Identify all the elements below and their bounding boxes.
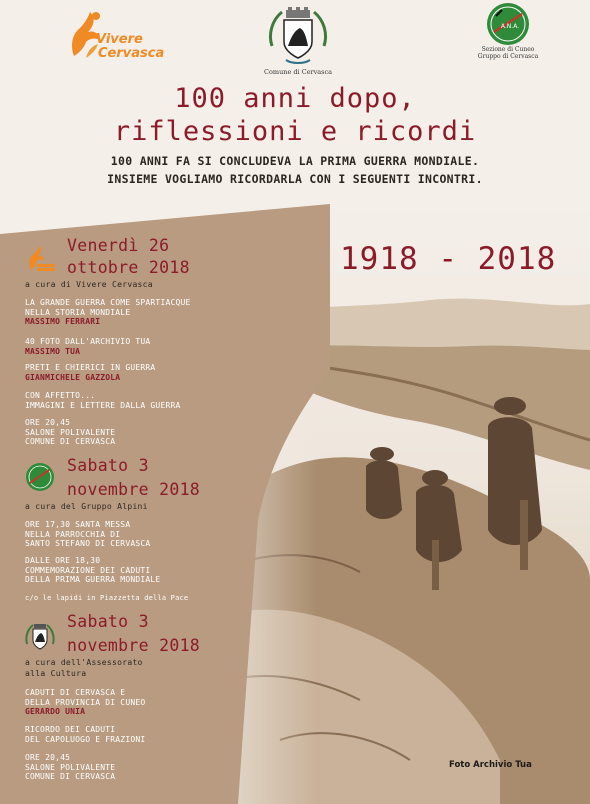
event1-item3-author: GIANMICHELE GAZZOLA xyxy=(25,372,121,382)
event1-organizer: a cura di Vivere Cervasca xyxy=(25,280,153,289)
event2-date-line2: novembre 2018 xyxy=(67,480,201,499)
event3-item3-line1: ORE 20,45 xyxy=(25,753,71,762)
ana-caption-line2: Gruppo di Cervasca xyxy=(477,53,539,60)
event2-item1-line3: SANTO STEFANO DI CERVASCA xyxy=(25,539,151,548)
event2-item2-line1: DALLE ORE 18,30 xyxy=(25,556,101,565)
ana-logo xyxy=(468,2,548,72)
event3-item3 xyxy=(25,753,315,782)
poster-subtitle xyxy=(0,152,590,188)
event2-item2 xyxy=(25,556,315,585)
comune-stemma-icon xyxy=(266,6,330,66)
event3-date-line2: novembre 2018 xyxy=(67,636,201,655)
years-label: 1918 - 2018 xyxy=(340,241,557,277)
event1-item5-line3: COMUNE DI CERVASCA xyxy=(25,437,116,446)
event1-item4-line2: IMMAGINI E LETTERE DALLA GUERRA xyxy=(25,400,181,410)
alpini-badge-icon xyxy=(486,2,530,46)
comune-logo xyxy=(258,6,338,82)
event1-item2 xyxy=(25,337,315,356)
event2-organizer: a cura del Gruppo Alpini xyxy=(25,502,148,511)
event3-item2-line1: RICORDO DEI CADUTI xyxy=(25,725,116,734)
event3-item1 xyxy=(25,688,315,717)
ana-badge-text: A.N.A. xyxy=(500,23,520,30)
event1-item4-line1: CON AFFETTO... xyxy=(25,391,96,400)
event1-item1-author: MASSIMO FERRARI xyxy=(25,317,101,326)
event1-item2-author: MASSIMO TUA xyxy=(25,346,81,356)
event2-item1-line2: NELLA PARROCCHIA DI xyxy=(25,529,121,539)
event1-item5-line2: SALONE POLIVALENTE xyxy=(25,427,116,437)
event2-item2-line3: DELLA PRIMA GUERRA MONDIALE xyxy=(25,575,161,584)
event1-item1-line1: LA GRANDE GUERRA COME SPARTIACQUE xyxy=(25,298,191,307)
vivere-cervasca-logo-icon xyxy=(25,244,55,274)
event3-item1-line2: DELLA PROVINCIA DI CUNEO xyxy=(25,697,146,707)
event3-item3-line2: SALONE POLIVALENTE xyxy=(25,762,116,772)
event1-date-line2: ottobre 2018 xyxy=(67,258,190,277)
vivere-cervasca-logo xyxy=(66,4,176,66)
event2-date-line1: Sabato 3 xyxy=(67,456,149,475)
event3-item3-line3: COMUNE DI CERVASCA xyxy=(25,772,116,781)
poster-title xyxy=(0,82,590,148)
comune-stemma-icon xyxy=(25,622,55,652)
subtitle-line2: INSIEME VOGLIAMO RICORDARLA CON I SEGUENTI INCONTRI. xyxy=(107,172,483,186)
comune-caption: Comune di Cervasca xyxy=(264,68,332,76)
subtitle-line1: 100 ANNI FA SI CONCLUDEVA LA PRIMA GUERRA MONDIALE. xyxy=(110,154,480,168)
event1-item3 xyxy=(25,363,315,382)
title-line1: 100 anni dopo, xyxy=(174,83,416,114)
header xyxy=(0,0,590,82)
photo-credit: Foto Archivio Tua xyxy=(449,760,532,770)
event1-item5-line1: ORE 20,45 xyxy=(25,418,71,427)
event1-item4 xyxy=(25,391,315,410)
event2-location-note: c/o le lapidi in Piazzetta della Pace xyxy=(25,594,189,602)
event3-item1-line1: CADUTI DI CERVASCA E xyxy=(25,688,126,697)
event3-item2 xyxy=(25,725,315,744)
event1-item1-line2: NELLA STORIA MONDIALE xyxy=(25,307,131,317)
event1-item5 xyxy=(25,418,315,447)
event3-organizer-line1: a cura dell'Assessorato xyxy=(25,658,143,667)
event1-date-line1: Venerdì 26 xyxy=(67,236,170,255)
event2-item1-line1: ORE 17,30 SANTA MESSA xyxy=(25,520,131,529)
event3-item2-line2: DEL CAPOLUOGO E FRAZIONI xyxy=(25,734,146,744)
event3-date-line1: Sabato 3 xyxy=(67,612,149,631)
ana-caption-line1: Sezione di Cuneo xyxy=(481,46,535,53)
event3-item1-author: GERARDO UNIA xyxy=(25,707,86,716)
event2-item1 xyxy=(25,520,315,549)
event1-item1 xyxy=(25,298,315,327)
events-list xyxy=(0,200,330,804)
event3-organizer-line2: alla Cultura xyxy=(25,669,87,678)
event2-item2-line2: COMMEMORAZIONE DEI CADUTI xyxy=(25,565,151,575)
vivere-logo-line2: Cervasca xyxy=(98,46,165,61)
event1-item3-line1: PRETI E CHIERICI IN GUERRA xyxy=(25,363,156,372)
title-line2: riflessioni e ricordi xyxy=(113,116,477,147)
alpini-logo-icon xyxy=(25,462,55,492)
event1-item2-line1: 40 FOTO DALL'ARCHIVIO TUA xyxy=(25,337,151,346)
vivere-logo-line1: Vivere xyxy=(96,32,143,47)
